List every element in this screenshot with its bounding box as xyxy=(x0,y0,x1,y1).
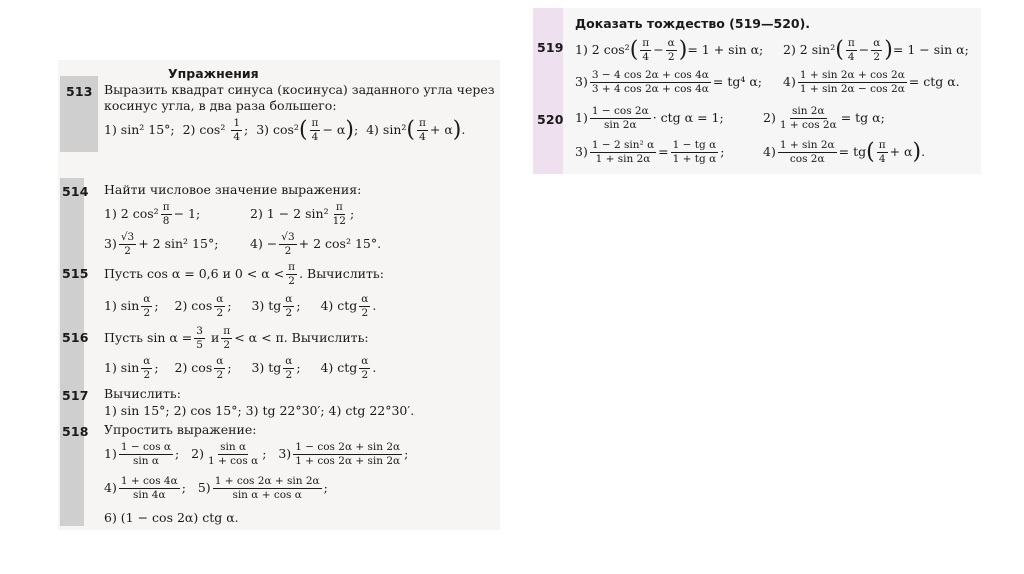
exercises-heading: Упражнения xyxy=(168,66,259,81)
ex520-row1a: 1) $\frac{1 - \cos 2\alpha}{\sin 2\alpha}$ · ctg α = 1; xyxy=(575,105,724,132)
ex514-row1b: 2) 1 − 2 sin² $\frac{\pi}{12}$ ; xyxy=(250,201,355,228)
ex520-row2a: 3) $\frac{\text{1 − 2 sin² α}}{1 + \sin 2\alpha}$ = $\frac{\text{1 − tg α}}{\text{1 + tg α}}$ ; xyxy=(575,139,725,166)
ex513-item3: 3) cos² xyxy=(256,122,299,138)
number-strip-514-518 xyxy=(60,178,84,526)
exercise-number-514: 514 xyxy=(62,184,89,199)
ex516-items: 1) sin $\frac{\alpha}{2}$ ; 2) cos $\frac{\alpha}{2}$ ; 3) tg $\frac{\alpha}{2}$ ; 4) ctg $\frac{\alpha}{2}$ . xyxy=(104,355,377,382)
ex514-row2b: 4) − $\frac{√3}{2}$ + 2 cos² 15°. xyxy=(250,231,382,258)
exercise-number-519: 519 xyxy=(537,40,564,55)
ex514-row2: 3) $\frac{√3}{2}$ + 2 sin² 15°; xyxy=(104,231,219,258)
right-page-scan xyxy=(533,8,981,174)
identity-heading: Доказать тождество (519—520). xyxy=(575,16,811,31)
ex513-text-line2: косинус угла, в два раза большего: xyxy=(104,98,337,113)
exercise-number-515: 515 xyxy=(62,266,89,281)
ex515-title: Пусть cos α = 0,6 и 0 < α < $\frac{\pi}{2}$ . Вычислить: xyxy=(104,261,384,288)
ex519-row2b: 4) $\frac{1 + \sin 2\alpha + \cos 2\alpha}{1 + \sin 2\alpha - \cos 2\alpha}$ = ctg α. xyxy=(783,69,960,96)
number-strip-519-520 xyxy=(533,8,563,174)
ex516-title: Пусть sin α = $\frac{3}{5}$ и $\frac{\pi}{2}$ < α < π. Вычислить: xyxy=(104,325,369,352)
exercise-number-520: 520 xyxy=(537,112,564,127)
ex520-row2b: 4) $\frac{1 + \sin 2\alpha}{\cos 2\alpha}$ = tg( $\frac{\pi}{4}$ + α). xyxy=(763,139,926,166)
ex513-item2: 2) cos² xyxy=(182,122,226,138)
ex518-title: Упростить выражение: xyxy=(104,422,257,437)
ex515-items: 1) sin $\frac{\alpha}{2}$ ; 2) cos $\frac{\alpha}{2}$ ; 3) tg $\frac{\alpha}{2}$ ; 4) ctg $\frac{\alpha}{2}$ . xyxy=(104,293,377,320)
ex513-item2-frac: $\frac{1}{4}$ xyxy=(233,117,241,144)
ex518-row3: 6) (1 − cos 2α) ctg α. xyxy=(104,510,239,525)
ex513-item3-frac: $\frac{\pi}{4}$ xyxy=(311,117,319,144)
ex513-item4: 4) sin² xyxy=(366,122,407,138)
exercise-number-518: 518 xyxy=(62,424,89,439)
ex514-title: Найти числовое значение выражения: xyxy=(104,182,362,197)
ex513-items: 1) sin² 15°; 2) cos² $\frac{1}{4}$ ; 3) cos²( $\frac{\pi}{4}$ − α); 4) sin²( $\frac{\pi}{4}$ + α). xyxy=(104,117,466,144)
ex520-row1b: 2) $\frac{\sin 2\alpha}{1 + \cos 2\alpha}$ = tg α; xyxy=(763,105,885,132)
left-page-scan xyxy=(58,60,500,530)
ex517-items: 1) sin 15°; 2) cos 15°; 3) tg 22°30′; 4) ctg 22°30′. xyxy=(104,403,415,418)
ex519-row1a: 1) 2 cos²( $\frac{\pi}{4}$ − $\frac{\alpha}{2}$ )= 1 + sin α; xyxy=(575,37,764,64)
exercise-number-517: 517 xyxy=(62,388,89,403)
ex514-row1: 1) 2 cos² $\frac{\pi}{8}$ − 1; xyxy=(104,201,201,228)
ex513-item1: 1) sin² 15°; xyxy=(104,122,175,138)
ex513-text-line1: Выразить квадрат синуса (косинуса) заданного угла через xyxy=(104,82,495,97)
ex518-row1: 1) $\frac{\text{1 − cos α}}{\text{sin α}}$ ; 2) $\frac{\text{sin α}}{\text{1 + cos α}}$ ; 3) $\frac{1 - \cos 2\alpha + \sin 2\alpha}{1 + \cos 2\alpha + \sin 2\alpha}$ ; xyxy=(104,441,409,468)
ex513-item4-frac: $\frac{\pi}{4}$ xyxy=(418,117,426,144)
ex519-row1b: 2) 2 sin²( $\frac{\pi}{4}$ − $\frac{\alpha}{2}$ )= 1 − sin α; xyxy=(783,37,969,64)
exercise-number-513: 513 xyxy=(66,84,93,99)
exercise-number-516: 516 xyxy=(62,330,89,345)
ex518-row2: 4) $\frac{1 + \cos 4\alpha}{\sin 4\alpha}$ ; 5) $\frac{1 + \cos 2\alpha + \sin 2\alpha}{\text{sin α + cos α}}$ ; xyxy=(104,475,328,502)
ex517-title: Вычислить: xyxy=(104,386,181,401)
ex519-row2a: 3) $\frac{3 - 4 \cos 2\alpha + \cos 4\alpha}{3 + 4 \cos 2\alpha + \cos 4\alpha}$ = tg⁴ α; xyxy=(575,69,762,96)
